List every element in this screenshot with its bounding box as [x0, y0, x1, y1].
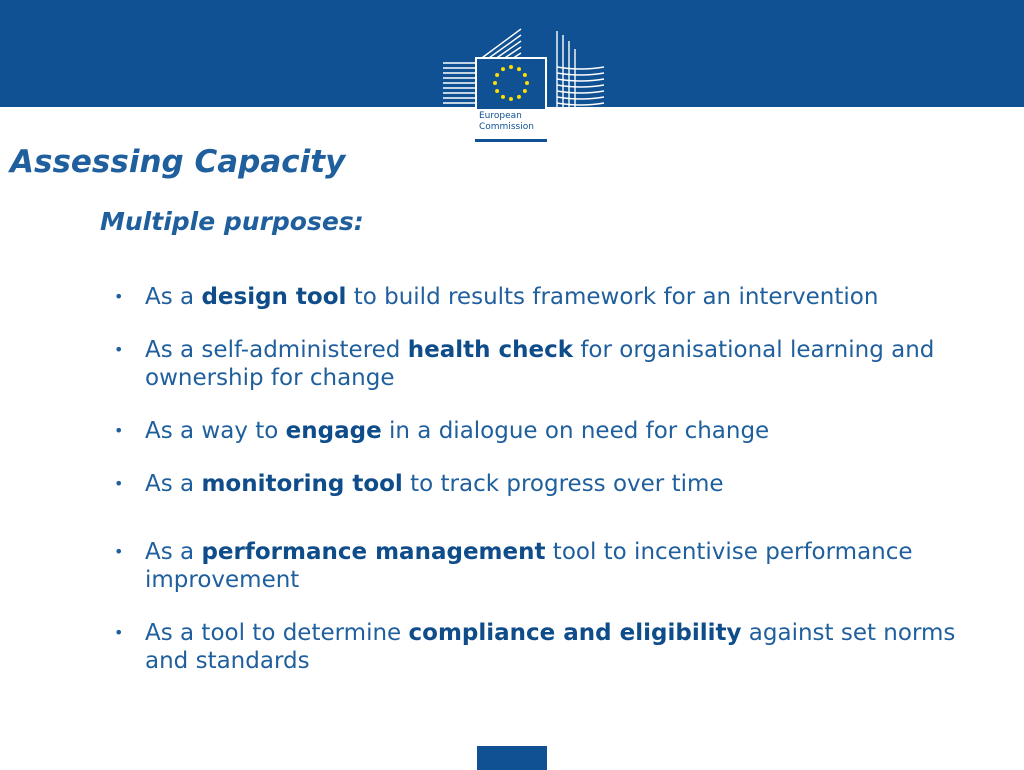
european-commission-logo — [441, 27, 606, 143]
bullet-keyword: health check — [407, 337, 574, 363]
bullet-item — [112, 336, 992, 392]
bullet-dot-icon: • — [114, 287, 124, 306]
bullet-dot-icon: • — [114, 474, 124, 493]
bullet-item — [112, 470, 992, 498]
bullet-text: in a dialogue on need for change — [381, 418, 770, 444]
slide-title: Assessing Capacity — [10, 144, 346, 180]
bullet-keyword: engage — [285, 418, 382, 444]
bullet-text: As a — [145, 539, 202, 565]
bullet-text: As a — [145, 284, 202, 310]
logo-text: European Commission — [479, 111, 534, 132]
bullet-dot-icon: • — [114, 421, 124, 440]
bullet-keyword: monitoring tool — [201, 471, 403, 497]
bullet-text: As a tool to determine — [145, 620, 409, 646]
bullet-dot-icon: • — [114, 542, 124, 561]
bullet-keyword: performance management — [201, 539, 546, 565]
bullet-dot-icon: • — [114, 623, 124, 642]
bullet-item — [112, 417, 992, 445]
bullet-keyword: design tool — [201, 284, 347, 310]
bullet-dot-icon: • — [114, 340, 124, 359]
bullet-text: As a self-administered — [145, 337, 408, 363]
bullet-text: to track progress over time — [402, 471, 724, 497]
bullet-text: As a — [145, 471, 202, 497]
bullet-text: for organisational learning and ownership for change — [145, 337, 935, 391]
bullet-item — [112, 283, 992, 311]
bullet-text: against set norms and standards — [145, 620, 956, 674]
slide-subtitle: Multiple purposes: — [100, 207, 364, 236]
bullet-text: to build results framework for an intervention — [346, 284, 879, 310]
bullet-list — [112, 283, 992, 700]
bullet-item — [112, 619, 992, 675]
footer-bar — [477, 744, 547, 770]
bullet-keyword: compliance and eligibility — [408, 620, 742, 646]
bullet-text: As a way to — [145, 418, 286, 444]
bullet-item — [112, 538, 992, 594]
bullet-text: tool to incentivise performance improvement — [145, 539, 913, 593]
